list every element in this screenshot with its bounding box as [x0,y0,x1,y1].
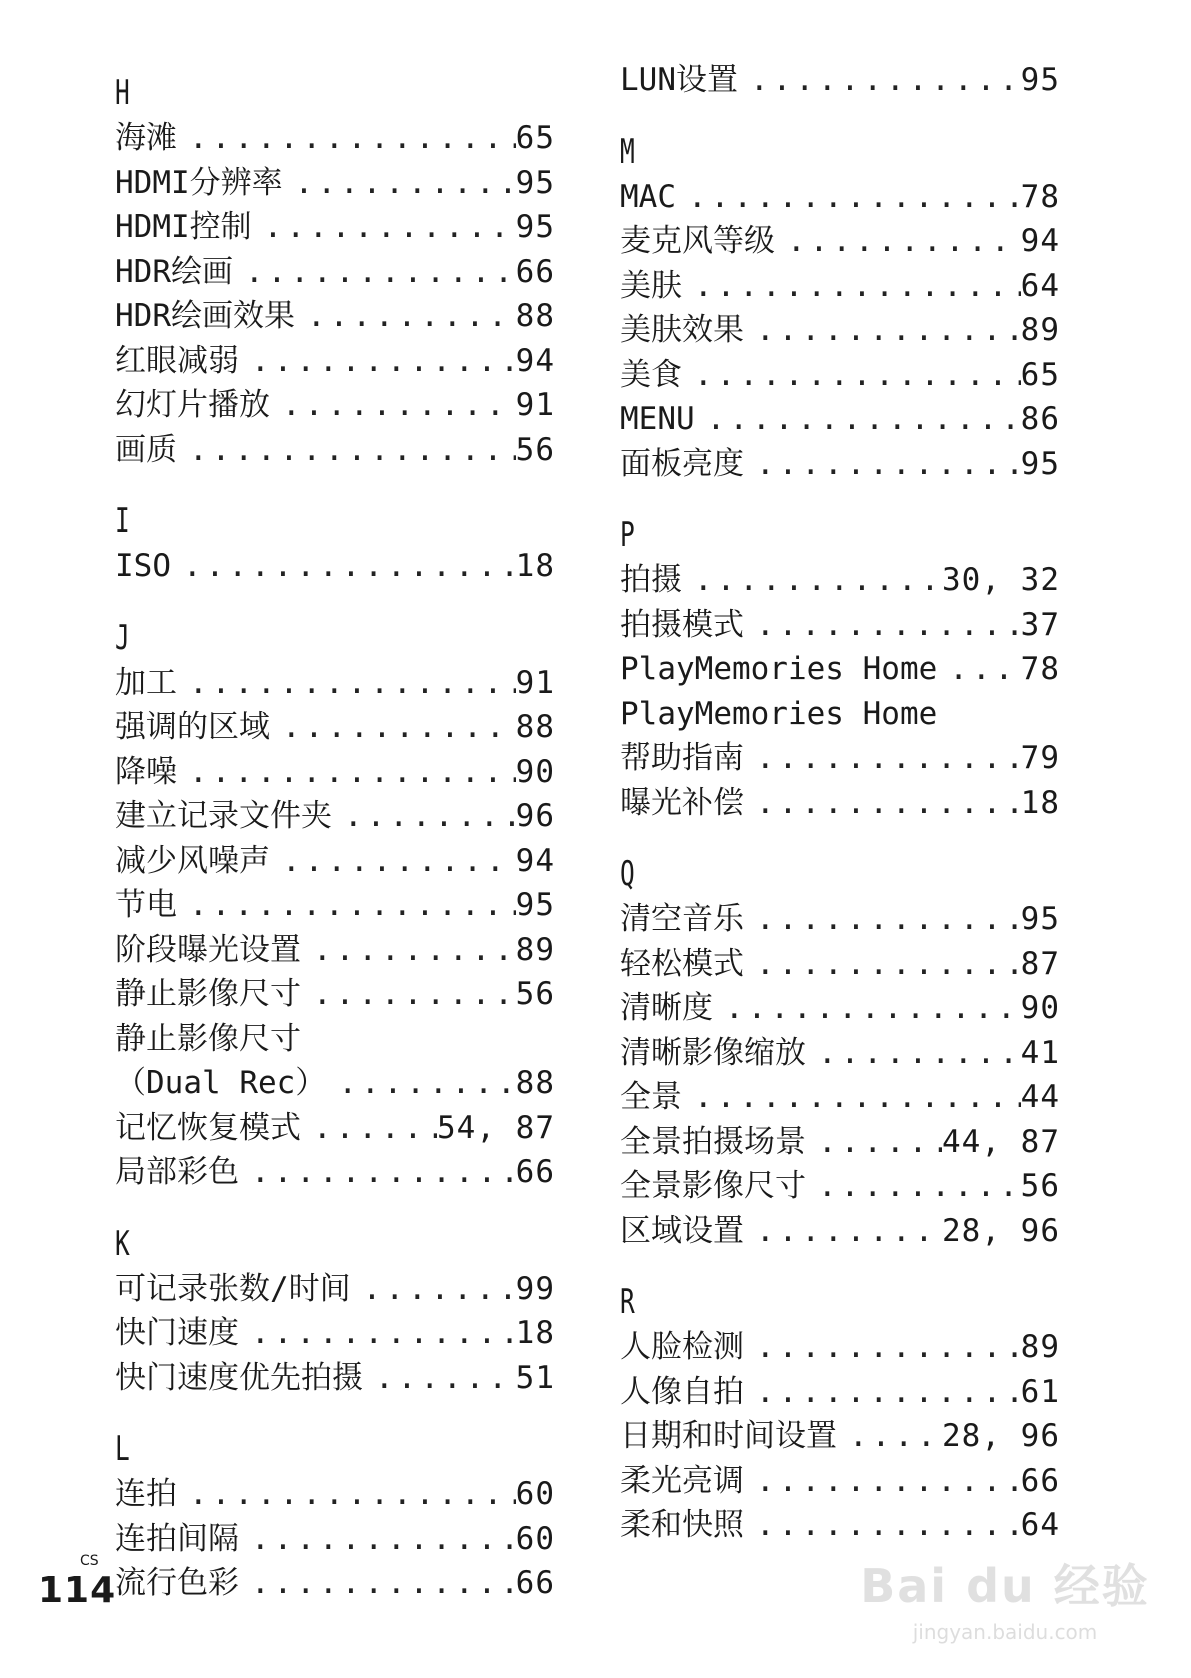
entry-term: 人脸检测 [620,1329,744,1365]
entry-page-ref: 86 [1020,401,1060,437]
entry-term: 美食 [620,356,682,393]
entry-page-ref: 90 [515,753,555,790]
dot-leader [251,339,516,384]
section-letter: Q [620,854,635,894]
index-entry [620,58,1060,103]
entry-page-ref: 95 [1020,901,1060,937]
index-entry [115,1150,555,1195]
entry-page-ref: 37 [1020,606,1060,643]
dot-leader [313,928,516,973]
entry-page-ref: 95 [1020,62,1060,98]
index-entry [115,1106,555,1151]
entry-page-ref: 64 [1020,267,1060,304]
dot-leader [818,1031,1021,1076]
entry-page-ref: 88 [515,298,555,334]
entry-term: 柔光亮调 [620,1462,744,1499]
entry-page-ref: 60 [515,1476,555,1512]
entry-page-ref: 94 [1020,223,1060,259]
dot-leader [183,544,516,589]
index-entry [115,1517,555,1562]
section-letter: I [115,501,130,541]
entry-page-ref: 56 [515,976,555,1012]
index-section [620,1267,1060,1548]
dot-leader [282,383,516,428]
entry-page-ref: 87 [1020,945,1060,982]
index-entry [620,1503,1060,1548]
index-entry [620,1459,1060,1504]
index-entry [620,1325,1060,1370]
index-entry [115,339,555,384]
entry-term: 画质 [115,431,177,468]
page-number: 114 [38,1570,117,1611]
entry-term: 节电 [115,887,177,923]
index-entry [620,1120,1060,1165]
dot-leader [189,116,516,161]
dot-leader [787,219,1021,264]
index-section [115,1414,555,1606]
index-entry [620,603,1060,648]
entry-page-ref: 78 [1020,178,1060,215]
index-section [620,58,1060,103]
entry-term: PlayMemories Home [620,651,938,687]
dot-leader [756,1459,1021,1504]
section-letter: H [115,73,130,113]
entry-term: LUN设置 [620,62,738,98]
section-letter: R [620,1282,635,1322]
entry-page-ref: 95 [515,887,555,923]
entry-term: 曝光补偿 [620,784,744,821]
index-column-left [115,58,555,1606]
entry-page-ref: 66 [515,253,555,290]
entry-page-ref: 99 [515,1270,555,1307]
index-entry [115,1472,555,1517]
section-letter: M [620,131,635,172]
dot-leader [189,750,516,795]
entry-page-ref: 30, 32 [942,562,1060,598]
entry-page-ref: 66 [1020,1462,1060,1499]
index-entry [115,544,555,589]
index-entry [620,175,1060,220]
dot-leader [756,308,1021,353]
dot-leader [282,705,516,750]
dot-leader [756,442,1021,487]
section-letter: P [620,515,635,555]
index-entry [115,928,555,973]
entry-term: 拍摄模式 [620,606,744,643]
entry-page-ref: 54, 87 [437,1109,555,1146]
index-entry [115,428,555,473]
entry-page-ref: 41 [1020,1034,1060,1071]
entry-page-ref: 18 [1020,784,1060,821]
index-entry [620,647,1060,692]
entry-page-ref: 95 [515,209,555,245]
entry-term: 幻灯片播放 [115,387,270,423]
entry-term: 加工 [115,664,177,701]
section-letter: K [115,1223,130,1264]
entry-term: MAC [620,178,676,215]
entry-term: 清晰影像缩放 [620,1034,806,1071]
dot-leader [344,794,516,839]
index-section [620,839,1060,1253]
entry-page-ref: 95 [1020,445,1060,482]
entry-page-ref: 90 [1020,990,1060,1026]
entry-term: 清晰度 [620,990,713,1026]
entry-page-ref: 28, 96 [942,1212,1060,1249]
index-entry [115,116,555,161]
entry-term: 红眼减弱 [115,342,239,379]
entry-page-ref: 79 [1020,740,1060,776]
index-entry [115,1561,555,1606]
dot-leader [338,1061,515,1106]
entry-term: 海滩 [115,120,177,156]
entry-page-ref: 28, 96 [942,1418,1060,1454]
dot-leader [295,161,516,206]
index-entry [115,1311,555,1356]
dot-leader [756,897,1021,942]
index-entry [620,219,1060,264]
entry-page-ref: 89 [1020,312,1060,348]
index-entry [620,781,1060,826]
dot-leader [694,1075,1021,1120]
entry-page-ref: 89 [1020,1329,1060,1365]
index-entry [620,986,1060,1031]
dot-leader [694,264,1021,309]
dot-leader [251,1150,516,1195]
index-entry [115,839,555,884]
section-letter: L [115,1429,130,1469]
index-entry [115,661,555,706]
index-entry [620,942,1060,987]
entry-term: 连拍间隔 [115,1520,239,1557]
dot-leader [756,1325,1021,1370]
index-entry [115,1267,555,1312]
watermark-logo: Bai du 经验 [860,1559,1150,1613]
entry-term: 快门速度 [115,1315,239,1351]
entry-term: ISO [115,548,171,584]
dot-leader [307,294,516,339]
index-entry [115,794,555,839]
entry-term: 人像自拍 [620,1373,744,1410]
entry-term: 连拍 [115,1476,177,1512]
entry-page-ref: 66 [515,1154,555,1190]
entry-term: 拍摄 [620,562,682,598]
entry-term: 轻松模式 [620,945,744,982]
dot-leader [282,839,516,884]
entry-page-ref: 89 [515,931,555,968]
index-entry [620,736,1060,781]
dot-leader [756,603,1021,648]
dot-leader [189,1472,516,1517]
entry-term: 记忆恢复模式 [115,1109,301,1146]
entry-term: 降噪 [115,753,177,790]
index-entry [620,692,1060,737]
entry-term: 全景影像尺寸 [620,1168,806,1204]
index-entry [620,1370,1060,1415]
entry-term: 全景 [620,1079,682,1115]
entry-term: 帮助指南 [620,740,744,776]
index-column-right [620,58,1060,1548]
dot-leader [251,1311,516,1356]
entry-term: 阶段曝光设置 [115,931,301,968]
entry-term: 麦克风等级 [620,223,775,259]
entry-page-ref: 60 [515,1520,555,1557]
index-entry [115,1017,555,1062]
dot-leader [818,1164,1021,1209]
entry-term: 区域设置 [620,1212,744,1249]
dot-leader [818,1120,942,1165]
dot-leader [756,942,1021,987]
entry-term: 快门速度优先拍摄 [115,1359,363,1396]
index-entry [620,558,1060,603]
index-section [115,1209,555,1401]
entry-page-ref: 61 [1020,1373,1060,1410]
index-entry [115,294,555,339]
index-entry [620,353,1060,398]
dot-leader [756,1209,942,1254]
entry-page-ref: 65 [515,120,555,156]
index-entry [115,250,555,295]
entry-term: 减少风噪声 [115,842,270,879]
index-entry [115,383,555,428]
index-entry [620,1209,1060,1254]
dot-leader [313,972,516,1017]
entry-page-ref: 88 [515,1065,555,1101]
index-entry [620,1164,1060,1209]
entry-page-ref: 18 [515,548,555,584]
dot-leader [694,558,942,603]
entry-term: 柔和快照 [620,1507,744,1543]
entry-page-ref: 94 [515,842,555,879]
dot-leader [750,58,1021,103]
index-entry [620,308,1060,353]
dot-leader [949,647,1020,692]
dot-leader [756,1370,1021,1415]
index-entry [620,397,1060,442]
index-entry [620,1075,1060,1120]
entry-term: 美肤效果 [620,312,744,348]
dot-leader [251,1517,516,1562]
dot-leader [251,1561,516,1606]
entry-term: 流行色彩 [115,1565,239,1601]
entry-page-ref: 65 [1020,356,1060,393]
entry-term: PlayMemories Home [620,695,938,732]
index-entry [115,161,555,206]
entry-term: HDMI分辨率 [115,164,283,201]
entry-term: 强调的区域 [115,709,270,745]
index-entry [115,705,555,750]
watermark-url: jingyan.baidu.com [912,1620,1098,1644]
index-section [115,603,555,1195]
page-language-code: CS [80,1553,99,1569]
entry-page-ref: 88 [515,709,555,745]
entry-page-ref: 91 [515,664,555,701]
dot-leader [694,353,1021,398]
index-entry [620,442,1060,487]
entry-term: MENU [620,401,695,437]
entry-page-ref: 96 [515,798,555,834]
index-entry [115,972,555,1017]
index-entry [115,750,555,795]
entry-page-ref: 51 [515,1359,555,1396]
dot-leader [725,986,1021,1031]
index-entry [620,264,1060,309]
entry-page-ref: 56 [1020,1168,1060,1204]
entry-term: 日期和时间设置 [620,1418,837,1454]
entry-term: 面板亮度 [620,445,744,482]
dot-leader [245,250,516,295]
dot-leader [688,175,1021,220]
index-entry [115,1061,555,1106]
baidu-jingyan-watermark [850,1550,1160,1660]
entry-term: HDR绘画 [115,253,233,290]
index-entry [620,897,1060,942]
entry-page-ref: 18 [515,1315,555,1351]
entry-term: 清空音乐 [620,901,744,937]
entry-term: 静止影像尺寸 [115,1020,301,1057]
dot-leader [756,1503,1021,1548]
entry-term: 美肤 [620,267,682,304]
index-section [620,500,1060,825]
index-entry [115,883,555,928]
dot-leader [756,781,1021,826]
entry-term: 可记录张数/时间 [115,1270,351,1307]
dot-leader [189,883,516,928]
entry-page-ref: 94 [515,342,555,379]
entry-term: 静止影像尺寸 [115,976,301,1012]
entry-page-ref: 91 [515,387,555,423]
entry-term: 局部彩色 [115,1154,239,1190]
index-entry [620,1031,1060,1076]
entry-page-ref: 78 [1020,651,1060,687]
entry-term: 全景拍摄场景 [620,1123,806,1160]
entry-page-ref: 44 [1020,1079,1060,1115]
entry-page-ref: 44, 87 [942,1123,1060,1160]
dot-leader [707,397,1021,442]
dot-leader [264,205,516,250]
entry-page-ref: 66 [515,1565,555,1601]
dot-leader [189,428,516,473]
index-section [115,58,555,472]
index-section [620,117,1060,487]
dot-leader [189,661,516,706]
dot-leader [313,1106,437,1151]
dot-leader [849,1414,942,1459]
index-entry [115,1356,555,1401]
section-letter: J [115,617,130,658]
dot-leader [363,1267,516,1312]
index-entry [620,1414,1060,1459]
entry-term: 建立记录文件夹 [115,798,332,834]
entry-term: HDR绘画效果 [115,298,295,334]
entry-term: （Dual Rec） [115,1065,327,1101]
entry-page-ref: 56 [515,431,555,468]
entry-term: HDMI控制 [115,209,252,245]
index-section [115,486,555,589]
dot-leader [375,1356,516,1401]
entry-page-ref: 95 [515,164,555,201]
dot-leader [756,736,1021,781]
index-entry [115,205,555,250]
entry-page-ref: 64 [1020,1507,1060,1543]
